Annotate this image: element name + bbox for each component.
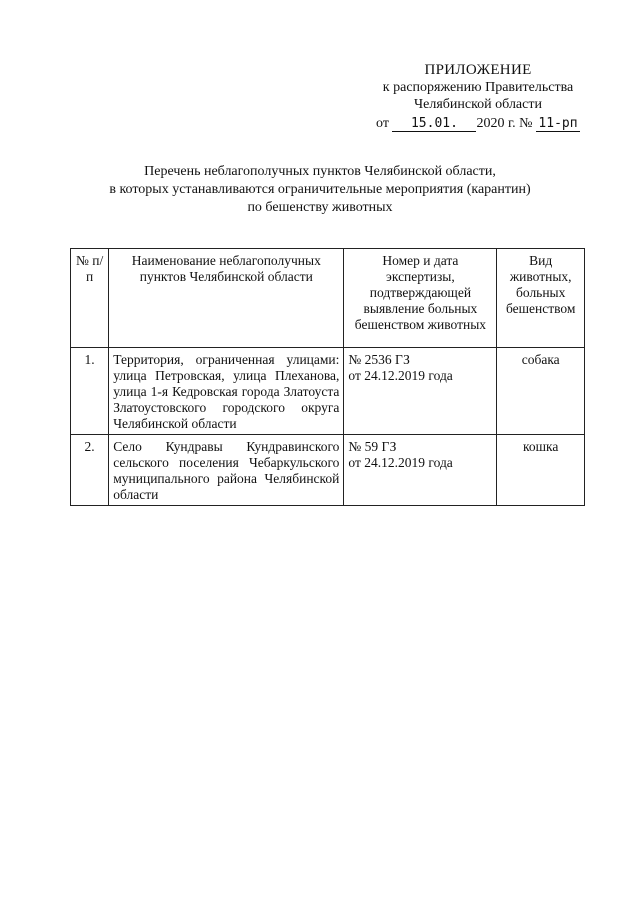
header-name: Наименование неблагополучных пунктов Челябинской области — [109, 249, 344, 348]
expertise-number: № 59 ГЗ — [348, 439, 397, 454]
row-number: 1. — [71, 348, 109, 435]
year-text: 2020 г. — [476, 116, 516, 131]
expertise-number: № 2536 ГЗ — [348, 352, 410, 367]
row-expertise — [344, 348, 497, 435]
date-field: 15.01. — [392, 116, 476, 132]
row-expertise — [344, 435, 497, 506]
appendix-block — [376, 62, 580, 132]
expertise-date: от 24.12.2019 года — [348, 368, 453, 383]
document-title — [0, 163, 640, 217]
table-row — [71, 435, 585, 506]
appendix-heading: ПРИЛОЖЕНИЕ — [424, 62, 532, 78]
table-row — [71, 348, 585, 435]
appendix-line-2: Челябинской области — [414, 97, 542, 112]
header-expertise: Номер и дата экспертизы, подтверждающей выявление больных бешенством животных — [344, 249, 497, 348]
title-line-2: в которых устанавливаются ограничительные мероприятия (карантин) — [109, 182, 531, 197]
number-field: 11-рп — [536, 116, 580, 132]
row-animal-kind: кошка — [497, 435, 585, 506]
row-number: 2. — [71, 435, 109, 506]
title-line-3: по бешенству животных — [247, 200, 393, 215]
appendix-line-1: к распоряжению Правительства — [382, 80, 574, 95]
row-name: Село Кундравы Кундравинского сельского поселения Чебаркульского муниципального района Челябинской области — [109, 435, 344, 506]
title-line-1: Перечень неблагополучных пунктов Челябинской области, — [144, 164, 496, 179]
header-animal-kind: Вид животных, больных бешенством — [497, 249, 585, 348]
number-sign: № — [519, 116, 533, 131]
appendix-date-number-line — [376, 115, 580, 132]
expertise-date: от 24.12.2019 года — [348, 455, 453, 470]
table-header-row — [71, 249, 585, 348]
from-label: от — [376, 116, 389, 131]
row-animal-kind: собака — [497, 348, 585, 435]
header-num: № п/п — [71, 249, 109, 348]
row-name: Территория, ограниченная улицами: улица Петровская, улица Плеханова, улица 1-я Кедровская города Златоуста Златоустовского городского округа Челябинской области — [109, 348, 344, 435]
points-table — [70, 248, 585, 506]
